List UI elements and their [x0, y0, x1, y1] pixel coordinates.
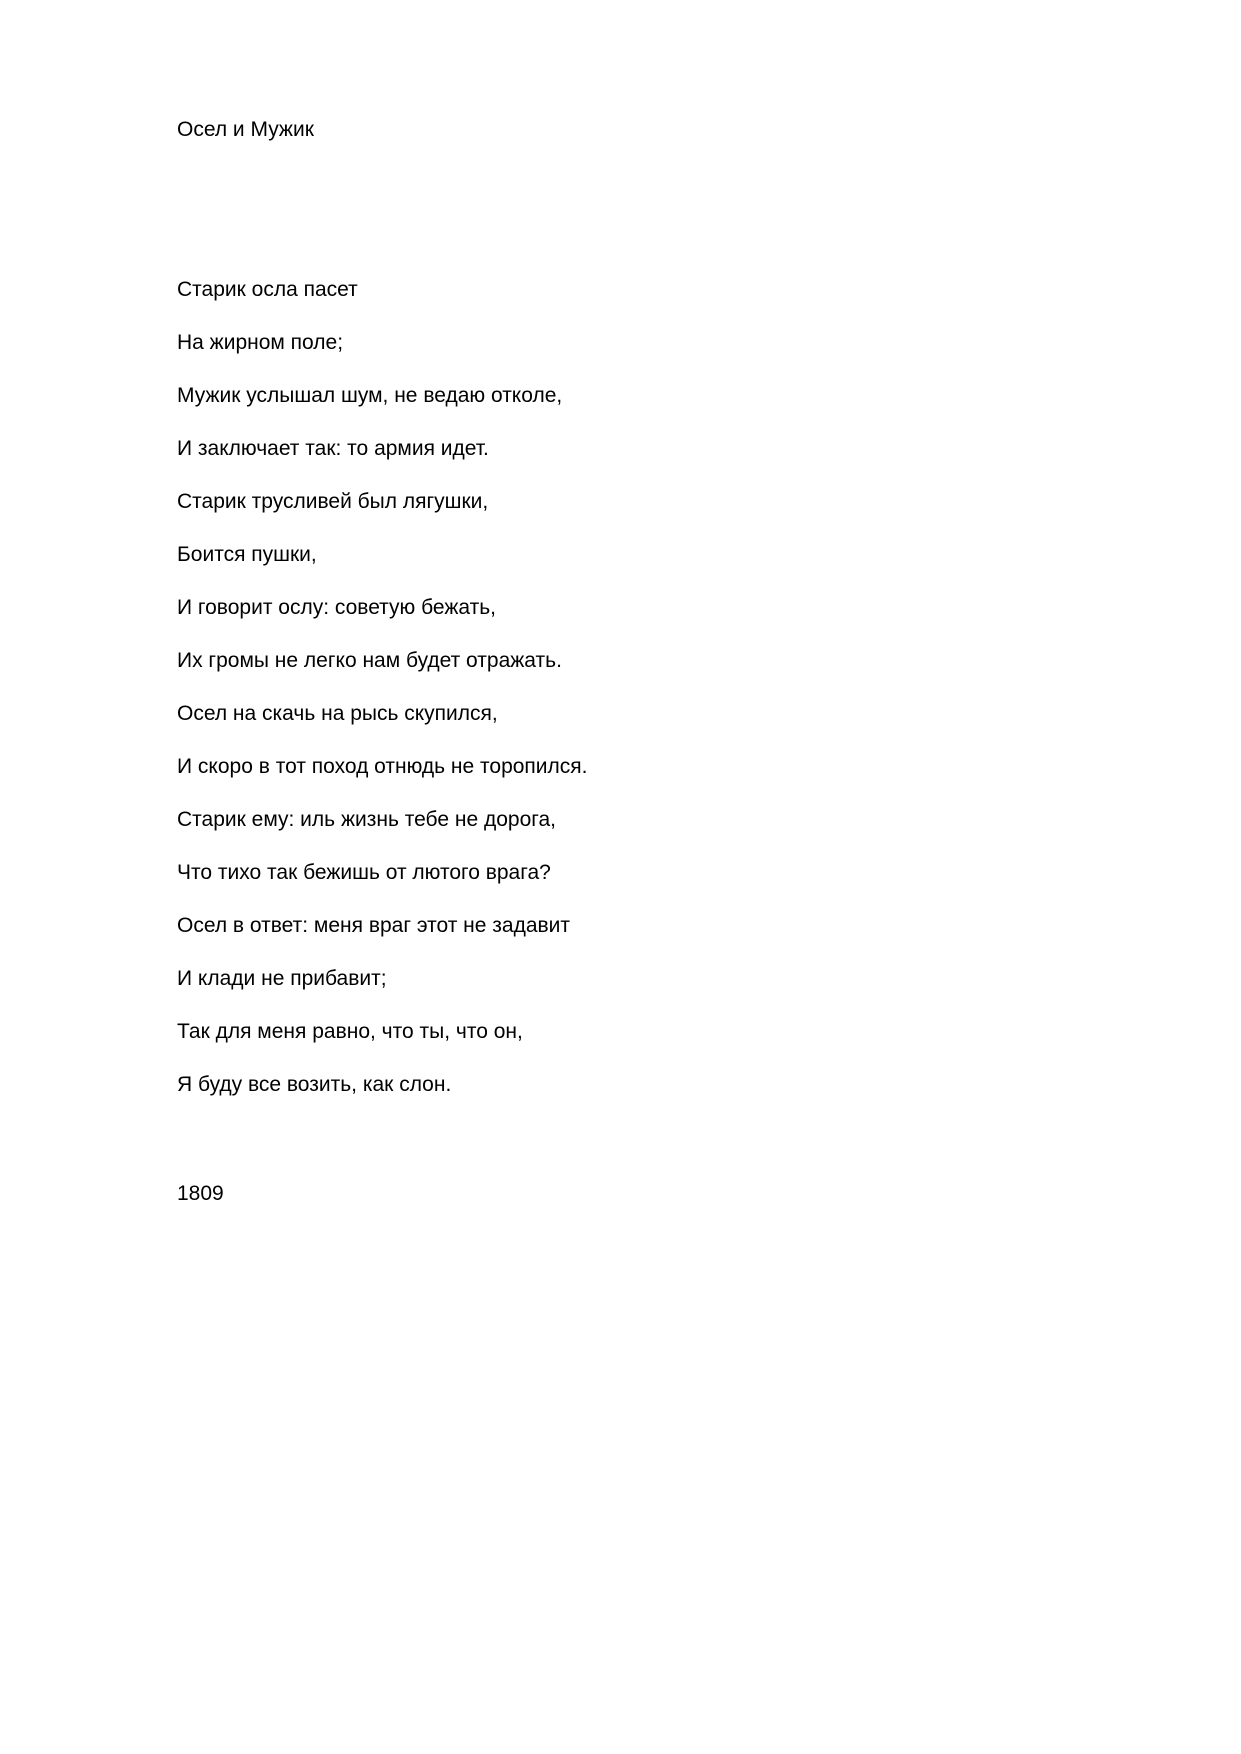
poem-line: Мужик услышал шум, не ведаю отколе, [177, 384, 563, 407]
poem-line: Так для меня равно, что ты, что он, [177, 1020, 523, 1043]
poem-line: И скоро в тот поход отнюдь не торопился. [177, 755, 588, 778]
poem-line: И клади не прибавит; [177, 967, 387, 990]
poem-line: Осел на скачь на рысь скупился, [177, 702, 498, 725]
poem-line: Что тихо так бежишь от лютого врага? [177, 861, 551, 884]
poem-line: Боится пушки, [177, 543, 317, 566]
poem-line: Осел в ответ: меня враг этот не задавит [177, 914, 571, 937]
poem-line: Я буду все возить, как слон. [177, 1073, 452, 1096]
poem-title: Осел и Мужик [177, 118, 314, 141]
poem-line: Их громы не легко нам будет отражать. [177, 649, 562, 672]
poem-line: Старик осла пасет [177, 278, 358, 301]
poem-line: И говорит ослу: советую бежать, [177, 596, 497, 619]
poem-year: 1809 [177, 1182, 224, 1205]
poem-line: На жирном поле; [177, 331, 344, 354]
poem-line: Старик трусливей был лягушки, [177, 490, 489, 513]
poem-line: Старик ему: иль жизнь тебе не дорога, [177, 808, 556, 831]
poem-body [177, 277, 588, 1125]
poem-line: И заключает так: то армия идет. [177, 437, 489, 460]
